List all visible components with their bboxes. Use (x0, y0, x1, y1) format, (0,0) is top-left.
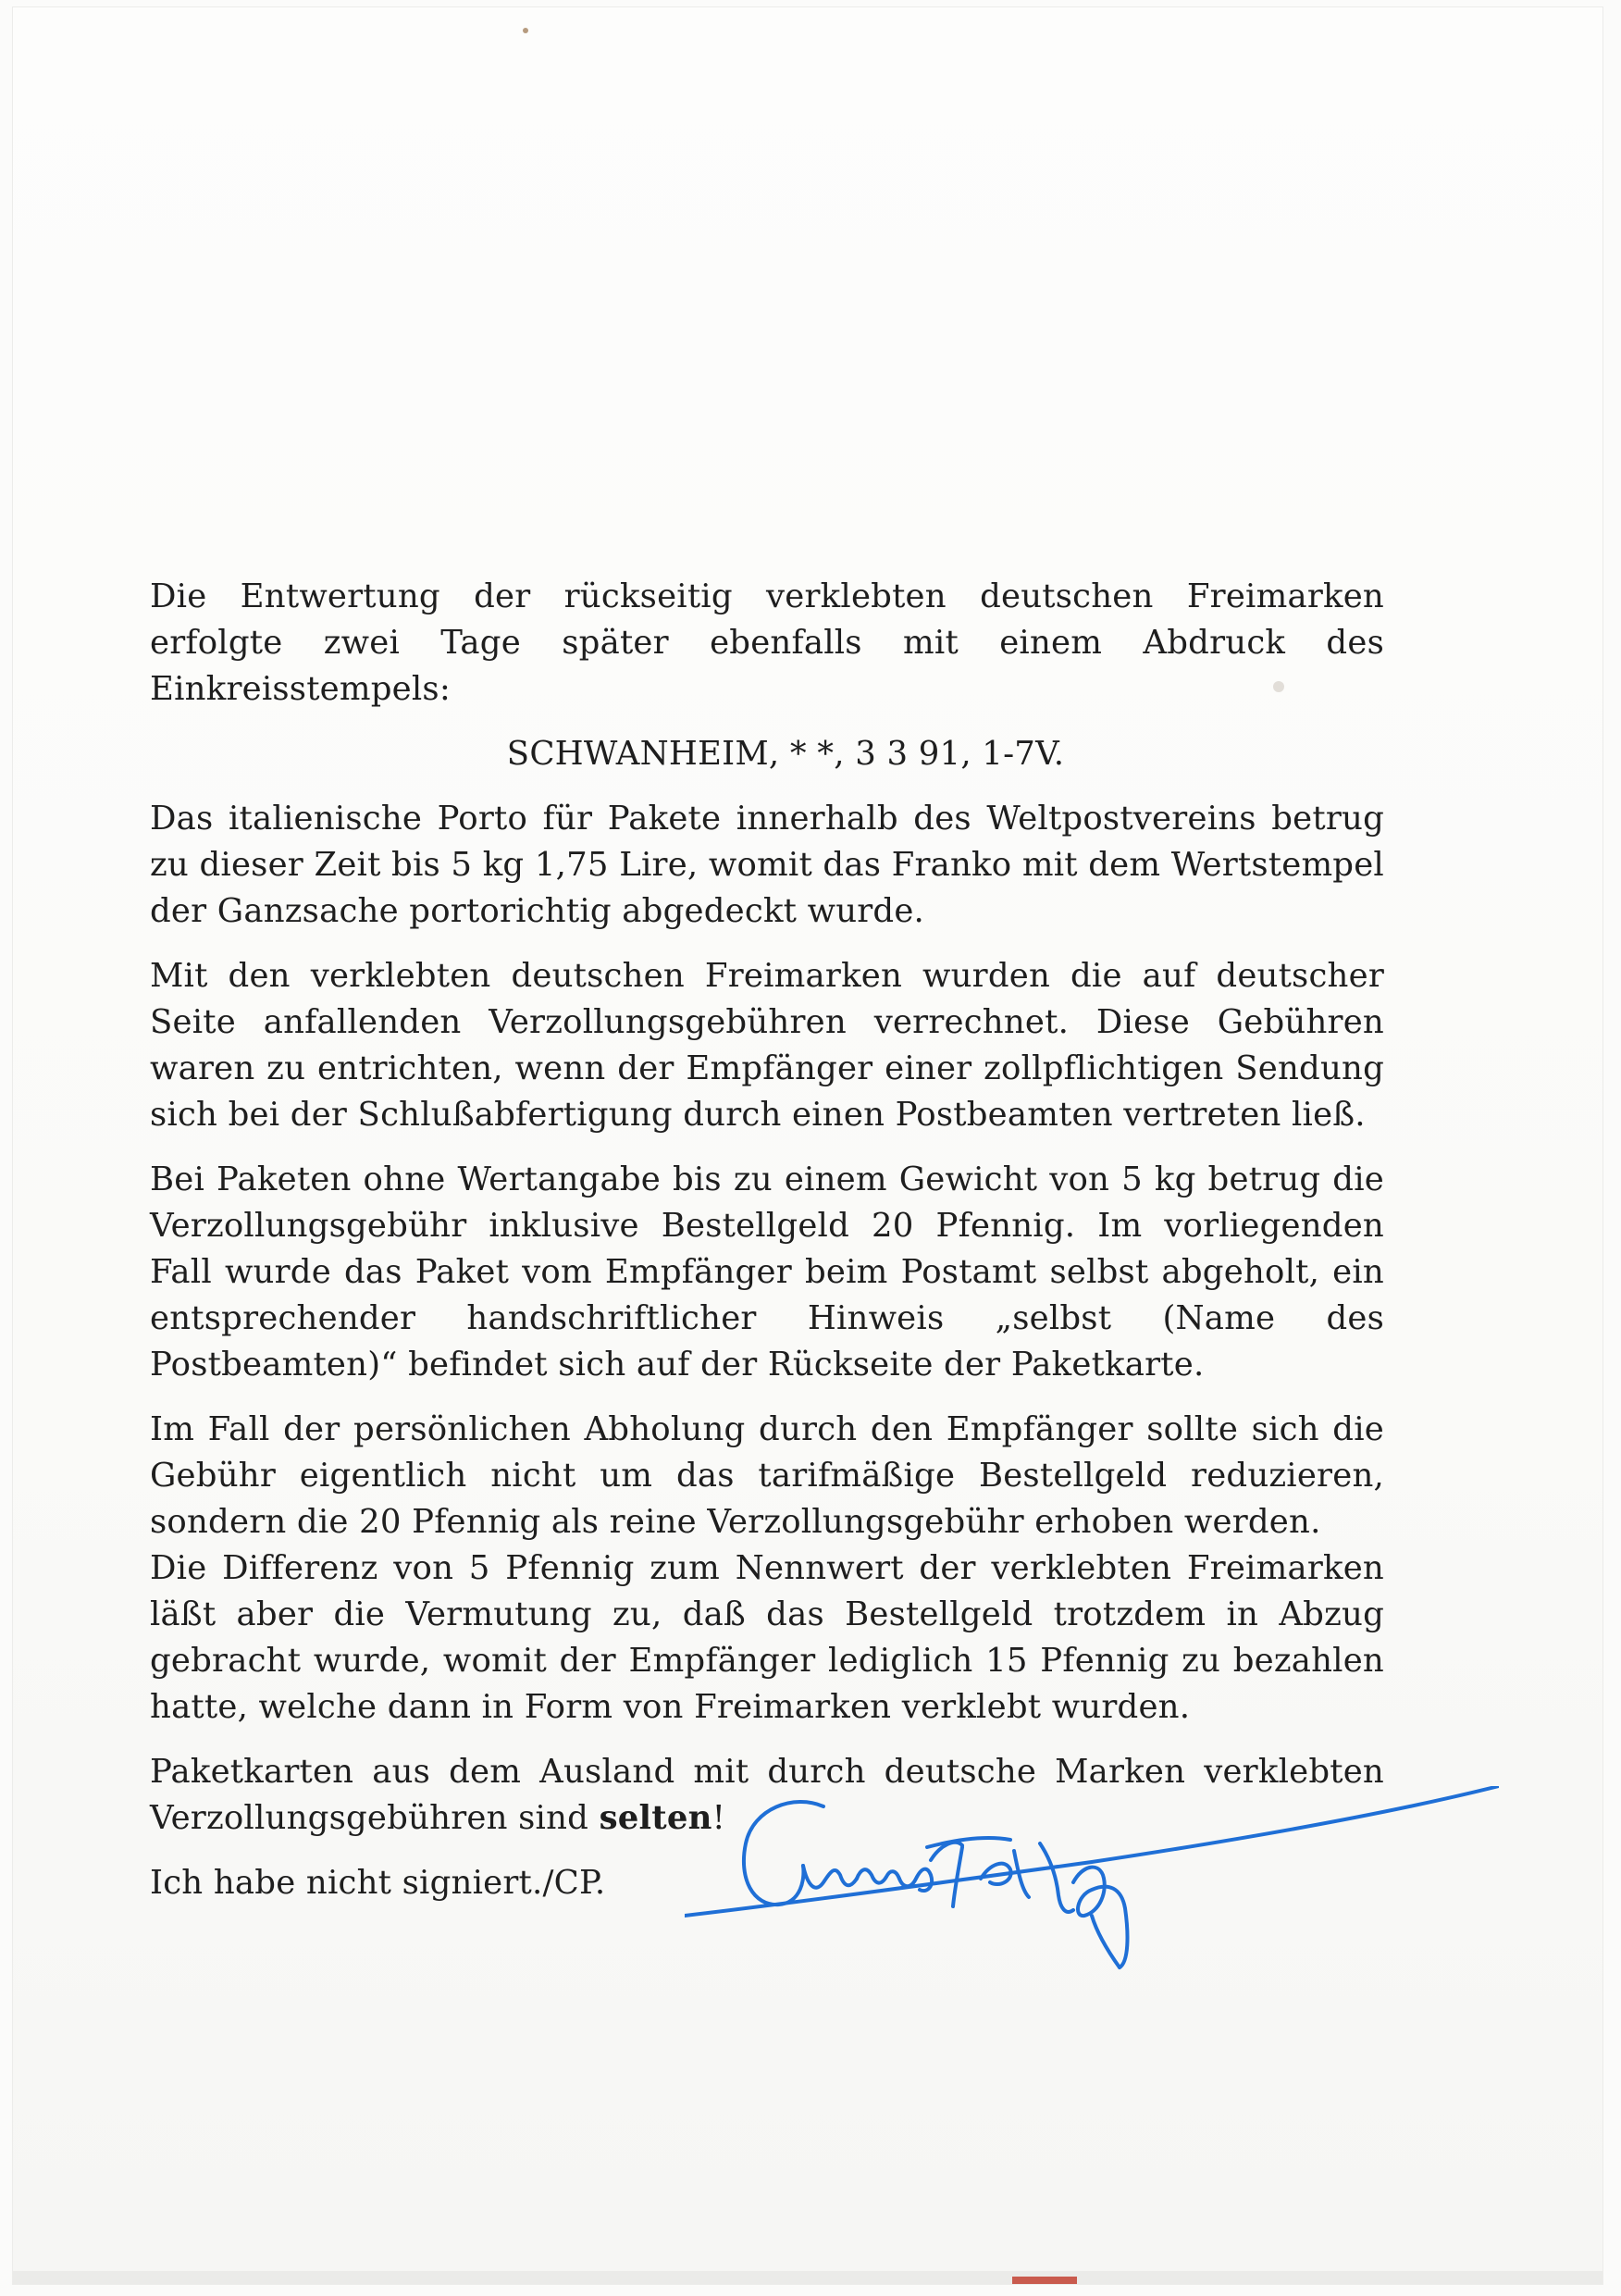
rarity-text: Paketkarten aus dem Ausland mit durch deutsche Marken verklebten Verzollungsgebühren sind (150, 1753, 1384, 1837)
red-edge-mark (1012, 2277, 1077, 2284)
paragraph-italian-postage: Das italienische Porto für Pakete innerhalb des Weltpostvereins betrug zu dieser Zeit bis 5 kg 1,75 Lire, womit das Franko mit dem Wertstempel der Ganzsache portorichtig abgedeckt wurde. (150, 800, 1384, 930)
dust-speck (523, 28, 528, 33)
closing-note: Ich habe nicht signiert./CP. (150, 1864, 606, 1902)
paragraph-customs-fees: Mit den verklebten deutschen Freimarken wurden die auf deutscher Seite anfallenden Verzollungsgebühren verrechnet. Diese Gebühren waren zu entrichten, wenn der Empfänger einer zollpflichtigen Sendung sich bei der Schlußabfertigung durch einen Postbeamten vertreten ließ. (150, 957, 1384, 1134)
paragraph-personal-pickup: Im Fall der persönlichen Abholung durch den Empfänger sollte sich die Gebühr eigentlich nicht um das tarifmäßige Bestellgeld reduzieren, sondern die 20 Pfennig als reine Verzollungsgebühr erhoben werden. (150, 1410, 1384, 1541)
paragraph-parcels-without-value: Bei Paketen ohne Wertangabe bis zu einem Gewicht von 5 kg betrug die Verzollungsgebühr inklusive Bestellgeld 20 Pfennig. Im vorliegenden Fall wurde das Paket vom Empfänger beim Postamt selbst abgeholt, ein entsprechender handschriftlicher Hinweis „selbst (Name des Postbeamten)“ befindet sich auf der Rückseite der Paketkarte. (150, 1160, 1384, 1384)
handwritten-signature (685, 1786, 1499, 2008)
sheet-bottom-edge (13, 2271, 1602, 2284)
rarity-exclamation: ! (712, 1799, 726, 1837)
document-body (150, 574, 1384, 1925)
paragraph-cancellation: Die Entwertung der rückseitig verklebten deutschen Freimarken erfolgte zwei Tage später ebenfalls mit einem Abdruck des Einkreisstempels: (150, 577, 1384, 708)
postmark-line: SCHWANHEIM, * *, 3 3 91, 1-7V. (506, 735, 1065, 773)
rarity-emphasis: selten (599, 1799, 712, 1837)
paragraph-difference: Die Differenz von 5 Pfennig zum Nennwert der verklebten Freimarken läßt aber die Vermutung zu, daß das Bestellgeld trotzdem in Abzug gebracht wurde, womit der Empfänger lediglich 15 Pfennig zu bezahlen hatte, welche dann in Form von Freimarken verklebt wurden. (150, 1549, 1384, 1726)
